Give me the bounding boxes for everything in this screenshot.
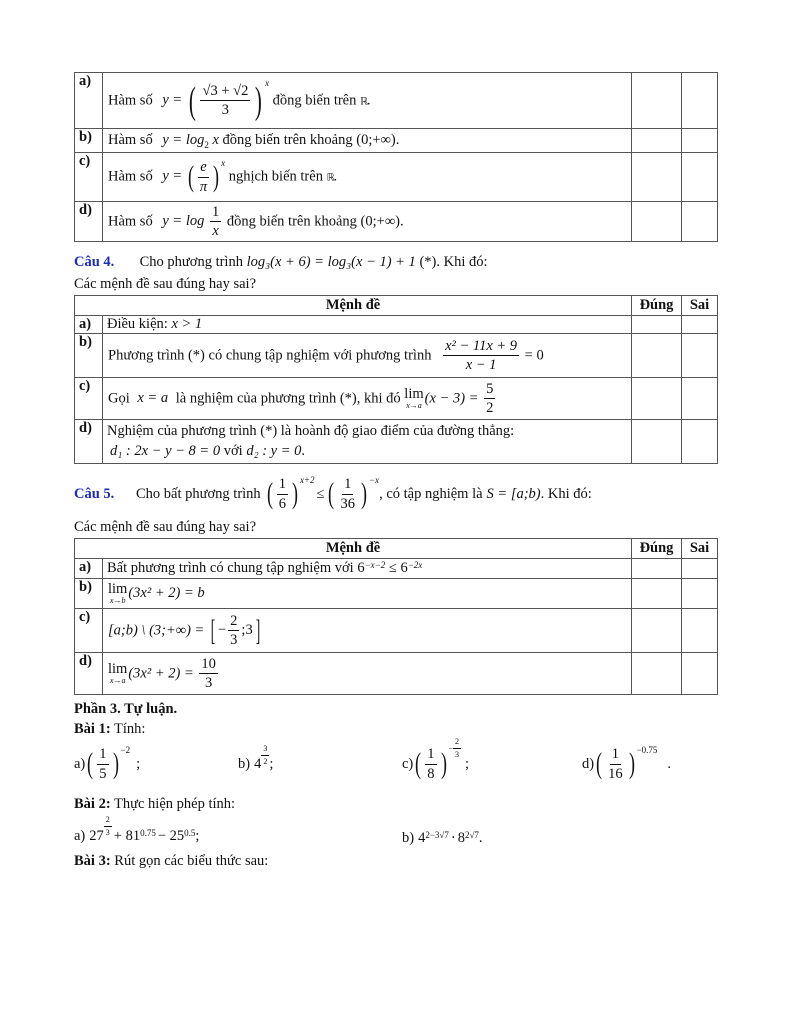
true-answer-cell[interactable] xyxy=(632,378,682,420)
q4-statement-table xyxy=(74,295,718,464)
header-statement: Mệnh đề xyxy=(75,296,632,316)
true-answer-cell[interactable] xyxy=(632,316,682,334)
table-row: a) Điều kiện: x > 1 xyxy=(75,316,718,334)
false-answer-cell[interactable] xyxy=(682,609,718,653)
table-row: c) [a;b) \ (3;+∞) = [ − $\frac{2}{3}$ ;3 ] xyxy=(75,609,718,653)
false-answer-cell[interactable] xyxy=(682,73,718,129)
q5-statement-table xyxy=(74,538,718,695)
true-answer-cell[interactable] xyxy=(632,609,682,653)
table-header xyxy=(75,296,718,316)
bai2-items xyxy=(74,815,718,851)
true-answer-cell[interactable] xyxy=(632,579,682,609)
false-answer-cell[interactable] xyxy=(682,129,718,153)
statement-cell: Hàm số y = log $\frac{1}{x}$ đồng biến trên khoảng (0;+∞). xyxy=(103,202,632,242)
question-number: Câu 4. xyxy=(74,254,115,270)
section-title: Phần 3. Tự luận. xyxy=(74,701,178,717)
table-row: c) Gọi x = a là nghiệm của phương trình (*), khi đó lim x→a (x − 3) = $\frac{5}{2}$ xyxy=(75,378,718,420)
true-answer-cell[interactable] xyxy=(632,653,682,695)
part-3: Phần 3. Tự luận. Bài 1: Tính: a) ( $\frac{1}{5}$ ) $^{-2}$ ; b) 4 $\frac{3}{2}$ ; c) ( $\frac{1}{8}$ ) − $\frac{2}{3}$ ; d) ( $\frac{1}{16}$ ) $^{-0.75}$ . Bài 2: Thực hiện phép tính: a) 27 $\frac{2}{3}$ + 81 $^{0.75}$ − 25 $^{0.5}$ ; b) 4 $^{2-3√7}$ · 8 $^{2√7}$ . Bài 3: Rút gọn các biểu thức sau: xyxy=(74,699,718,871)
true-answer-cell[interactable] xyxy=(632,334,682,378)
true-answer-cell[interactable] xyxy=(632,559,682,579)
table-row: d) lim x→a (3x² + 2) = $\frac{10}{3}$ xyxy=(75,653,718,695)
question-5: Câu 5. Cho bất phương trình ( $\frac{1}{6}$ ) $^{x+2}$ ≤ ( $\frac{1}{36}$ ) $^{-x}$ , có tập nghiệm là S = [a;b) . Khi đó: Các mệnh đề sau đúng hay sai? Mệnh đề Đúng Sai a) Bất phương trình có chung tập nghiệm với $6^{-x-2} \le 6^{-2x}$ b) lim x→b (3x² + 2) = b c) [a;b) \ (3;+∞) = [ − $\frac{2}{3}$ ;3 ] d) lim x→a (3x² + 2) = $\frac{10}{3}$ xyxy=(74,476,718,695)
true-answer-cell[interactable] xyxy=(632,73,682,129)
false-answer-cell[interactable] xyxy=(682,579,718,609)
table-row: a) Bất phương trình có chung tập nghiệm với $6^{-x-2} \le 6^{-2x}$ xyxy=(75,559,718,579)
bai1-items xyxy=(74,736,718,789)
false-answer-cell[interactable] xyxy=(682,334,718,378)
statement-cell: Hàm số y = ( $\frac{√3 + √2}{3}$ ) $^x$ đồng biến trên ℝ. xyxy=(103,73,632,129)
true-answer-cell[interactable] xyxy=(632,202,682,242)
document-page xyxy=(74,72,718,871)
exercise-item: a) 27 $\frac{2}{3}$ + 81 $^{0.75}$ − 25 $^{0.5}$ ; xyxy=(74,815,200,844)
math-power: ( $\frac{e}{\pi}$ ) $^x$ xyxy=(187,158,226,195)
row-label: a) xyxy=(75,73,103,129)
header-true: Đúng xyxy=(632,296,682,316)
equation: log₃(x + 6) = log₃(x − 1) + 1 xyxy=(246,254,416,270)
table-row xyxy=(75,73,718,129)
table-row: b) lim x→b (3x² + 2) = b xyxy=(75,579,718,609)
false-answer-cell[interactable] xyxy=(682,420,718,464)
false-answer-cell[interactable] xyxy=(682,559,718,579)
table-header: Mệnh đề Đúng Sai xyxy=(75,539,718,559)
row-label: d) xyxy=(75,202,103,242)
true-answer-cell[interactable] xyxy=(632,153,682,202)
exercise-item: b) 4 $\frac{3}{2}$ ; xyxy=(238,743,274,772)
question-number: Câu 5. xyxy=(74,486,115,502)
question-4: Câu 4. Cho phương trình log₃(x + 6) = log₃(x − 1) + 1 (*). Khi đó: Các mệnh đề sau đúng hay sai? Mệnh đề Đúng Sai a) Điều kiện: x > 1 b) Phương trình (*) có chung tập nghiệm với phương trình $\frac{\text{x² − 11x + 9}}{x - 1}$ = 0 c) Gọi x = a là nghiệm của phương trình (*), khi đó lim x→a (x − 3) = $\frac{5}{2}$ d) Nghiệm của phương trình (*) là hoành độ giao điểm của đường thẳng: d₁ : 2x − y − 8 = 0 với d₂ : y = 0. xyxy=(74,251,718,464)
table-row xyxy=(75,202,718,242)
false-answer-cell[interactable] xyxy=(682,653,718,695)
row-label: b) xyxy=(75,129,103,153)
statement-cell: Hàm số $y = \log_2 x$ đồng biến trên khoảng (0;+∞). xyxy=(103,129,632,153)
row-label: c) xyxy=(75,153,103,202)
true-answer-cell[interactable] xyxy=(632,420,682,464)
false-answer-cell[interactable] xyxy=(682,316,718,334)
exercise-item: c) ( $\frac{1}{8}$ ) − $\frac{2}{3}$ ; xyxy=(402,736,470,782)
exercise-item: b) 4 $^{2-3√7}$ · 8 $^{2√7}$ . xyxy=(402,829,483,846)
false-answer-cell[interactable] xyxy=(682,378,718,420)
table-row: b) Phương trình (*) có chung tập nghiệm với phương trình $\frac{\text{x² − 11x + 9}}{x - 1}$ = 0 xyxy=(75,334,718,378)
table-row: d) Nghiệm của phương trình (*) là hoành độ giao điểm của đường thẳng: d₁ : 2x − y − 8 = 0 với d₂ : y = 0. xyxy=(75,420,718,464)
header-false: Sai xyxy=(682,296,718,316)
exercise-item: a) ( $\frac{1}{5}$ ) $^{-2}$ ; xyxy=(74,745,141,782)
false-answer-cell[interactable] xyxy=(682,202,718,242)
false-answer-cell[interactable] xyxy=(682,153,718,202)
true-answer-cell[interactable] xyxy=(632,129,682,153)
table-row xyxy=(75,153,718,202)
exercise-item: d) ( $\frac{1}{16}$ ) $^{-0.75}$ . xyxy=(582,745,672,782)
table-row xyxy=(75,129,718,153)
q3-statement-table xyxy=(74,72,718,242)
math-power: ( $\frac{√3 + √2}{3}$ ) $^x$ xyxy=(188,77,269,122)
statement-cell: Hàm số y = ( $\frac{e}{\pi}$ ) $^x$ nghịch biến trên ℝ. xyxy=(103,153,632,202)
